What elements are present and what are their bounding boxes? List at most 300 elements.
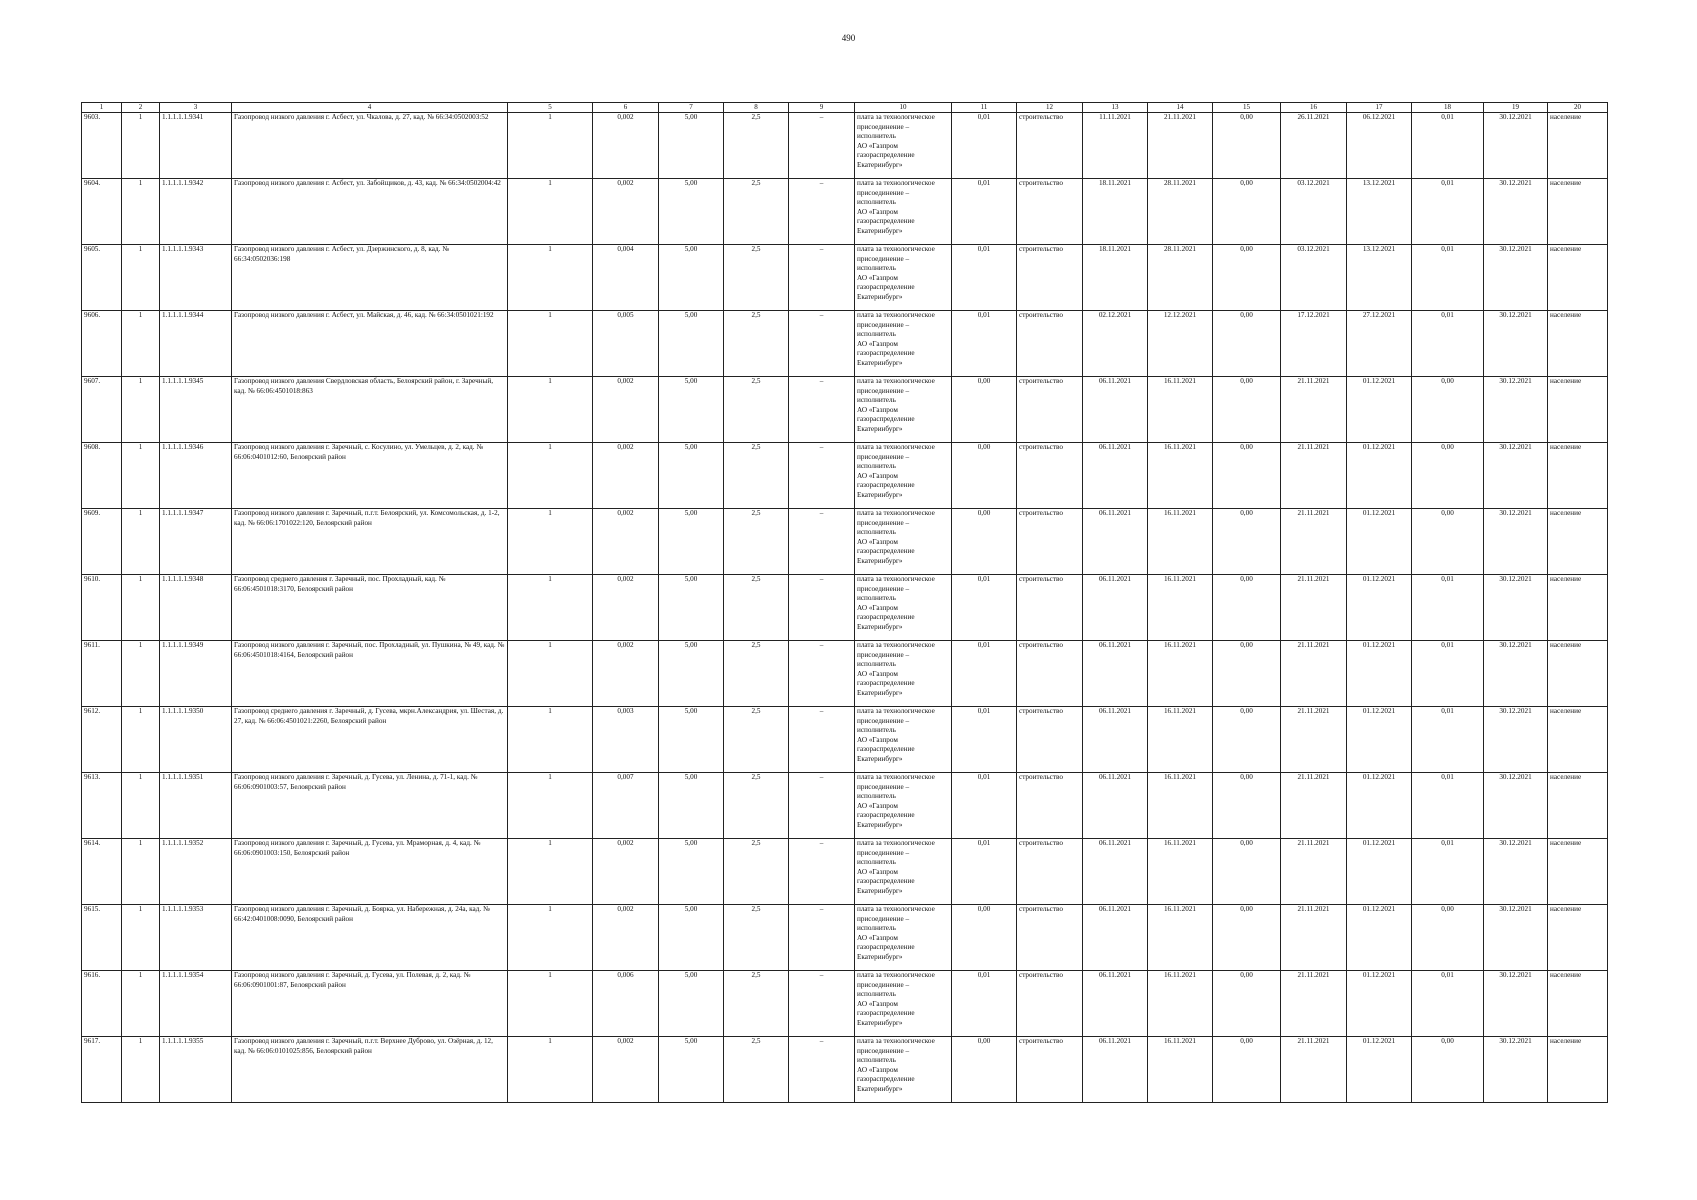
cell-col-6: 0,003 bbox=[593, 707, 659, 773]
object-code: 1.1.1.1.1.9355 bbox=[160, 1037, 232, 1103]
date-col-13: 06.11.2021 bbox=[1083, 905, 1148, 971]
date-col-14: 16.11.2021 bbox=[1148, 641, 1213, 707]
object-code: 1.1.1.1.1.9350 bbox=[160, 707, 232, 773]
cell-col-5: 1 bbox=[508, 311, 593, 377]
column-header-14: 14 bbox=[1148, 103, 1213, 113]
funding-source-line: Екатеринбург» bbox=[857, 292, 903, 301]
funding-source-line: исполнитель bbox=[857, 594, 896, 603]
consumer-category: население bbox=[1548, 839, 1608, 905]
cell-col-7: 5,00 bbox=[659, 1037, 724, 1103]
cell-col-5: 1 bbox=[508, 773, 593, 839]
date-col-19: 30.12.2021 bbox=[1484, 839, 1548, 905]
cell-col-11: 0,01 bbox=[952, 113, 1017, 179]
date-col-13: 06.11.2021 bbox=[1083, 707, 1148, 773]
funding-source-line: плата за технологическое bbox=[857, 1037, 935, 1045]
funding-source-line: плата за технологическое bbox=[857, 971, 935, 979]
funding-source-line: Екатеринбург» bbox=[857, 754, 903, 763]
column-header-2: 2 bbox=[122, 103, 160, 113]
cell-col-9: – bbox=[789, 245, 855, 311]
cell-col-11: 0,00 bbox=[952, 443, 1017, 509]
table-body bbox=[82, 113, 1608, 1103]
cell-col-2: 1 bbox=[122, 509, 160, 575]
funding-source bbox=[855, 113, 952, 179]
row-number: 9617. bbox=[82, 1037, 122, 1103]
page-number: 490 bbox=[841, 33, 856, 43]
funding-source bbox=[855, 443, 952, 509]
funding-source-line: газораспределение bbox=[857, 481, 915, 490]
date-col-13: 11.11.2021 bbox=[1083, 113, 1148, 179]
cell-col-15: 0,00 bbox=[1213, 707, 1281, 773]
funding-source-line: присоединение – bbox=[857, 452, 910, 461]
funding-source-line: Екатеринбург» bbox=[857, 886, 903, 895]
cell-col-7: 5,00 bbox=[659, 971, 724, 1037]
cell-col-2: 1 bbox=[122, 113, 160, 179]
cell-col-18: 0,01 bbox=[1412, 773, 1484, 839]
register-table bbox=[81, 102, 1608, 1103]
funding-source-line: присоединение – bbox=[857, 848, 910, 857]
funding-source-line: АО «Газпром bbox=[857, 537, 898, 546]
date-col-14: 16.11.2021 bbox=[1148, 377, 1213, 443]
funding-source-line: газораспределение bbox=[857, 943, 915, 952]
funding-source-line: газораспределение bbox=[857, 745, 915, 754]
date-col-14: 16.11.2021 bbox=[1148, 971, 1213, 1037]
object-code: 1.1.1.1.1.9345 bbox=[160, 377, 232, 443]
cell-col-9: – bbox=[789, 773, 855, 839]
work-type: строительство bbox=[1017, 641, 1083, 707]
table-row bbox=[82, 179, 1608, 245]
row-number: 9606. bbox=[82, 311, 122, 377]
cell-col-15: 0,00 bbox=[1213, 311, 1281, 377]
object-code: 1.1.1.1.1.9343 bbox=[160, 245, 232, 311]
cell-col-11: 0,00 bbox=[952, 1037, 1017, 1103]
consumer-category: население bbox=[1548, 971, 1608, 1037]
object-name: Газопровод низкого давления г. Асбест, ул. Чкалова, д. 27, кад. № 66:34:0502003:52 bbox=[232, 113, 508, 179]
work-type: строительство bbox=[1017, 443, 1083, 509]
funding-source-line: плата за технологическое bbox=[857, 905, 935, 913]
cell-col-18: 0,01 bbox=[1412, 971, 1484, 1037]
funding-source-line: АО «Газпром bbox=[857, 471, 898, 480]
funding-source-line: АО «Газпром bbox=[857, 867, 898, 876]
date-col-16: 03.12.2021 bbox=[1281, 245, 1347, 311]
funding-source-line: плата за технологическое bbox=[857, 839, 935, 847]
cell-col-6: 0,002 bbox=[593, 575, 659, 641]
date-col-16: 21.11.2021 bbox=[1281, 1037, 1347, 1103]
cell-col-18: 0,01 bbox=[1412, 311, 1484, 377]
row-number: 9605. bbox=[82, 245, 122, 311]
row-number: 9608. bbox=[82, 443, 122, 509]
cell-col-15: 0,00 bbox=[1213, 905, 1281, 971]
funding-source-line: Екатеринбург» bbox=[857, 358, 903, 367]
funding-source bbox=[855, 179, 952, 245]
date-col-16: 21.11.2021 bbox=[1281, 509, 1347, 575]
date-col-13: 06.11.2021 bbox=[1083, 971, 1148, 1037]
cell-col-8: 2,5 bbox=[724, 773, 789, 839]
cell-col-5: 1 bbox=[508, 377, 593, 443]
funding-source-line: плата за технологическое bbox=[857, 311, 935, 319]
column-header-16: 16 bbox=[1281, 103, 1347, 113]
cell-col-2: 1 bbox=[122, 839, 160, 905]
column-header-11: 11 bbox=[952, 103, 1017, 113]
funding-source-line: присоединение – bbox=[857, 782, 910, 791]
work-type: строительство bbox=[1017, 773, 1083, 839]
object-name: Газопровод низкого давления г. Заречный, д. Гусева, ул. Мраморная, д. 4, кад. № 66:06:0901003:150, Белоярский район bbox=[232, 839, 508, 905]
consumer-category: население bbox=[1548, 641, 1608, 707]
cell-col-8: 2,5 bbox=[724, 377, 789, 443]
work-type: строительство bbox=[1017, 113, 1083, 179]
cell-col-15: 0,00 bbox=[1213, 575, 1281, 641]
cell-col-7: 5,00 bbox=[659, 707, 724, 773]
date-col-14: 28.11.2021 bbox=[1148, 179, 1213, 245]
cell-col-18: 0,01 bbox=[1412, 641, 1484, 707]
column-header-19: 19 bbox=[1484, 103, 1548, 113]
cell-col-8: 2,5 bbox=[724, 971, 789, 1037]
cell-col-2: 1 bbox=[122, 245, 160, 311]
cell-col-15: 0,00 bbox=[1213, 971, 1281, 1037]
row-number: 9609. bbox=[82, 509, 122, 575]
date-col-14: 12.12.2021 bbox=[1148, 311, 1213, 377]
cell-col-15: 0,00 bbox=[1213, 641, 1281, 707]
funding-source-line: газораспределение bbox=[857, 415, 915, 424]
consumer-category: население bbox=[1548, 905, 1608, 971]
cell-col-7: 5,00 bbox=[659, 311, 724, 377]
funding-source bbox=[855, 971, 952, 1037]
consumer-category: население bbox=[1548, 377, 1608, 443]
cell-col-7: 5,00 bbox=[659, 443, 724, 509]
table-row bbox=[82, 839, 1608, 905]
column-header-15: 15 bbox=[1213, 103, 1281, 113]
funding-source-line: Екатеринбург» bbox=[857, 820, 903, 829]
table-row bbox=[82, 905, 1608, 971]
funding-source-line: АО «Газпром bbox=[857, 207, 898, 216]
date-col-13: 06.11.2021 bbox=[1083, 377, 1148, 443]
cell-col-8: 2,5 bbox=[724, 905, 789, 971]
cell-col-5: 1 bbox=[508, 245, 593, 311]
consumer-category: население bbox=[1548, 245, 1608, 311]
cell-col-11: 0,01 bbox=[952, 641, 1017, 707]
object-code: 1.1.1.1.1.9354 bbox=[160, 971, 232, 1037]
cell-col-5: 1 bbox=[508, 509, 593, 575]
funding-source-line: Екатеринбург» bbox=[857, 688, 903, 697]
work-type: строительство bbox=[1017, 509, 1083, 575]
cell-col-5: 1 bbox=[508, 1037, 593, 1103]
funding-source-line: плата за технологическое bbox=[857, 509, 935, 517]
cell-col-2: 1 bbox=[122, 773, 160, 839]
cell-col-18: 0,01 bbox=[1412, 179, 1484, 245]
cell-col-8: 2,5 bbox=[724, 113, 789, 179]
object-code: 1.1.1.1.1.9342 bbox=[160, 179, 232, 245]
column-header-12: 12 bbox=[1017, 103, 1083, 113]
consumer-category: население bbox=[1548, 311, 1608, 377]
cell-col-9: – bbox=[789, 971, 855, 1037]
work-type: строительство bbox=[1017, 839, 1083, 905]
cell-col-5: 1 bbox=[508, 839, 593, 905]
cell-col-5: 1 bbox=[508, 443, 593, 509]
date-col-17: 01.12.2021 bbox=[1347, 1037, 1412, 1103]
funding-source-line: присоединение – bbox=[857, 188, 910, 197]
funding-source-line: исполнитель bbox=[857, 1056, 896, 1065]
object-name: Газопровод низкого давления г. Заречный, п.г.т. Верхнее Дуброво, ул. Озёрная, д. 12, кад. № 66:06:0101025:856, Белоярский район bbox=[232, 1037, 508, 1103]
object-name: Газопровод низкого давления г. Заречный, пос. Прохладный, ул. Пушкина, № 49, кад. № 66:06:4501018:4164, Белоярский район bbox=[232, 641, 508, 707]
date-col-17: 01.12.2021 bbox=[1347, 443, 1412, 509]
date-col-13: 06.11.2021 bbox=[1083, 443, 1148, 509]
funding-source-line: газораспределение bbox=[857, 547, 915, 556]
object-name: Газопровод низкого давления г. Асбест, ул. Дзержинского, д. 8, кад. № 66:34:0502036:198 bbox=[232, 245, 508, 311]
funding-source-line: газораспределение bbox=[857, 613, 915, 622]
cell-col-18: 0,00 bbox=[1412, 1037, 1484, 1103]
cell-col-5: 1 bbox=[508, 113, 593, 179]
cell-col-9: – bbox=[789, 311, 855, 377]
funding-source-line: газораспределение bbox=[857, 1075, 915, 1084]
date-col-17: 06.12.2021 bbox=[1347, 113, 1412, 179]
cell-col-8: 2,5 bbox=[724, 509, 789, 575]
object-code: 1.1.1.1.1.9347 bbox=[160, 509, 232, 575]
date-col-16: 21.11.2021 bbox=[1281, 839, 1347, 905]
funding-source-line: Екатеринбург» bbox=[857, 1018, 903, 1027]
funding-source-line: АО «Газпром bbox=[857, 801, 898, 810]
date-col-19: 30.12.2021 bbox=[1484, 1037, 1548, 1103]
cell-col-7: 5,00 bbox=[659, 773, 724, 839]
date-col-14: 16.11.2021 bbox=[1148, 575, 1213, 641]
date-col-14: 16.11.2021 bbox=[1148, 839, 1213, 905]
cell-col-18: 0,00 bbox=[1412, 443, 1484, 509]
table-row bbox=[82, 1037, 1608, 1103]
cell-col-11: 0,01 bbox=[952, 575, 1017, 641]
cell-col-6: 0,007 bbox=[593, 773, 659, 839]
column-header-17: 17 bbox=[1347, 103, 1412, 113]
date-col-13: 06.11.2021 bbox=[1083, 641, 1148, 707]
date-col-14: 16.11.2021 bbox=[1148, 773, 1213, 839]
table-row bbox=[82, 971, 1608, 1037]
funding-source-line: присоединение – bbox=[857, 320, 910, 329]
funding-source bbox=[855, 509, 952, 575]
funding-source bbox=[855, 839, 952, 905]
funding-source-line: присоединение – bbox=[857, 650, 910, 659]
date-col-17: 13.12.2021 bbox=[1347, 245, 1412, 311]
funding-source-line: присоединение – bbox=[857, 518, 910, 527]
cell-col-2: 1 bbox=[122, 575, 160, 641]
row-number: 9607. bbox=[82, 377, 122, 443]
date-col-17: 01.12.2021 bbox=[1347, 575, 1412, 641]
cell-col-9: – bbox=[789, 113, 855, 179]
cell-col-9: – bbox=[789, 641, 855, 707]
cell-col-2: 1 bbox=[122, 443, 160, 509]
object-name: Газопровод низкого давления г. Заречный, п.г.т. Белоярский, ул. Комсомольская, д. 1-2, кад. № 66:06:1701022:120, Белоярский район bbox=[232, 509, 508, 575]
cell-col-11: 0,00 bbox=[952, 905, 1017, 971]
work-type: строительство bbox=[1017, 311, 1083, 377]
funding-source-line: исполнитель bbox=[857, 198, 896, 207]
funding-source-line: АО «Газпром bbox=[857, 735, 898, 744]
funding-source-line: исполнитель bbox=[857, 462, 896, 471]
object-name: Газопровод низкого давления Свердловская область, Белоярский район, г. Заречный, кад. № 66:06:4501018:863 bbox=[232, 377, 508, 443]
funding-source-line: присоединение – bbox=[857, 980, 910, 989]
cell-col-9: – bbox=[789, 443, 855, 509]
work-type: строительство bbox=[1017, 1037, 1083, 1103]
date-col-19: 30.12.2021 bbox=[1484, 707, 1548, 773]
cell-col-6: 0,006 bbox=[593, 971, 659, 1037]
work-type: строительство bbox=[1017, 575, 1083, 641]
funding-source-line: газораспределение bbox=[857, 151, 915, 160]
object-code: 1.1.1.1.1.9349 bbox=[160, 641, 232, 707]
cell-col-6: 0,002 bbox=[593, 1037, 659, 1103]
cell-col-6: 0,002 bbox=[593, 377, 659, 443]
cell-col-9: – bbox=[789, 575, 855, 641]
cell-col-7: 5,00 bbox=[659, 839, 724, 905]
row-number: 9604. bbox=[82, 179, 122, 245]
table-row bbox=[82, 443, 1608, 509]
date-col-13: 06.11.2021 bbox=[1083, 575, 1148, 641]
date-col-16: 21.11.2021 bbox=[1281, 971, 1347, 1037]
work-type: строительство bbox=[1017, 179, 1083, 245]
cell-col-8: 2,5 bbox=[724, 311, 789, 377]
funding-source-line: исполнитель bbox=[857, 264, 896, 273]
date-col-16: 17.12.2021 bbox=[1281, 311, 1347, 377]
cell-col-15: 0,00 bbox=[1213, 773, 1281, 839]
date-col-19: 30.12.2021 bbox=[1484, 311, 1548, 377]
funding-source bbox=[855, 575, 952, 641]
work-type: строительство bbox=[1017, 377, 1083, 443]
funding-source-line: АО «Газпром bbox=[857, 999, 898, 1008]
cell-col-7: 5,00 bbox=[659, 245, 724, 311]
funding-source-line: плата за технологическое bbox=[857, 773, 935, 781]
funding-source-line: Екатеринбург» bbox=[857, 226, 903, 235]
cell-col-5: 1 bbox=[508, 707, 593, 773]
date-col-14: 21.11.2021 bbox=[1148, 113, 1213, 179]
funding-source bbox=[855, 377, 952, 443]
cell-col-11: 0,01 bbox=[952, 707, 1017, 773]
date-col-19: 30.12.2021 bbox=[1484, 773, 1548, 839]
cell-col-15: 0,00 bbox=[1213, 113, 1281, 179]
cell-col-6: 0,002 bbox=[593, 443, 659, 509]
cell-col-8: 2,5 bbox=[724, 1037, 789, 1103]
funding-source bbox=[855, 245, 952, 311]
funding-source-line: исполнитель bbox=[857, 858, 896, 867]
funding-source-line: плата за технологическое bbox=[857, 641, 935, 649]
object-name: Газопровод низкого давления г. Асбест, ул. Забойщиков, д. 43, кад. № 66:34:0502004:42 bbox=[232, 179, 508, 245]
consumer-category: население bbox=[1548, 509, 1608, 575]
date-col-13: 18.11.2021 bbox=[1083, 179, 1148, 245]
row-number: 9612. bbox=[82, 707, 122, 773]
object-name: Газопровод низкого давления г. Заречный, д. Боярка, ул. Набережная, д. 24а, кад. № 66:42:0401008:0090, Белоярский район bbox=[232, 905, 508, 971]
cell-col-7: 5,00 bbox=[659, 377, 724, 443]
date-col-14: 16.11.2021 bbox=[1148, 905, 1213, 971]
funding-source-line: исполнитель bbox=[857, 660, 896, 669]
date-col-19: 30.12.2021 bbox=[1484, 443, 1548, 509]
cell-col-2: 1 bbox=[122, 641, 160, 707]
cell-col-5: 1 bbox=[508, 905, 593, 971]
date-col-17: 01.12.2021 bbox=[1347, 905, 1412, 971]
cell-col-15: 0,00 bbox=[1213, 1037, 1281, 1103]
cell-col-8: 2,5 bbox=[724, 707, 789, 773]
cell-col-15: 0,00 bbox=[1213, 245, 1281, 311]
cell-col-18: 0,01 bbox=[1412, 113, 1484, 179]
cell-col-2: 1 bbox=[122, 179, 160, 245]
funding-source-line: исполнитель bbox=[857, 726, 896, 735]
object-name: Газопровод среднего давления г. Заречный, пос. Прохладный, кад. № 66:06:4501018:3170, Белоярский район bbox=[232, 575, 508, 641]
funding-source-line: газораспределение bbox=[857, 877, 915, 886]
cell-col-18: 0,00 bbox=[1412, 905, 1484, 971]
date-col-19: 30.12.2021 bbox=[1484, 377, 1548, 443]
date-col-17: 13.12.2021 bbox=[1347, 179, 1412, 245]
cell-col-9: – bbox=[789, 1037, 855, 1103]
cell-col-2: 1 bbox=[122, 311, 160, 377]
funding-source-line: АО «Газпром bbox=[857, 141, 898, 150]
cell-col-8: 2,5 bbox=[724, 179, 789, 245]
cell-col-6: 0,004 bbox=[593, 245, 659, 311]
funding-source-line: присоединение – bbox=[857, 584, 910, 593]
date-col-14: 28.11.2021 bbox=[1148, 245, 1213, 311]
funding-source bbox=[855, 311, 952, 377]
cell-col-8: 2,5 bbox=[724, 443, 789, 509]
row-number: 9615. bbox=[82, 905, 122, 971]
consumer-category: население bbox=[1548, 1037, 1608, 1103]
consumer-category: население bbox=[1548, 773, 1608, 839]
column-header-4: 4 bbox=[232, 103, 508, 113]
funding-source-line: АО «Газпром bbox=[857, 1065, 898, 1074]
funding-source-line: АО «Газпром bbox=[857, 669, 898, 678]
date-col-19: 30.12.2021 bbox=[1484, 245, 1548, 311]
funding-source-line: плата за технологическое bbox=[857, 707, 935, 715]
row-number: 9603. bbox=[82, 113, 122, 179]
object-code: 1.1.1.1.1.9341 bbox=[160, 113, 232, 179]
cell-col-7: 5,00 bbox=[659, 509, 724, 575]
funding-source bbox=[855, 707, 952, 773]
funding-source-line: газораспределение bbox=[857, 811, 915, 820]
date-col-16: 21.11.2021 bbox=[1281, 773, 1347, 839]
cell-col-5: 1 bbox=[508, 971, 593, 1037]
date-col-16: 03.12.2021 bbox=[1281, 179, 1347, 245]
cell-col-2: 1 bbox=[122, 707, 160, 773]
cell-col-8: 2,5 bbox=[724, 245, 789, 311]
column-header-9: 9 bbox=[789, 103, 855, 113]
cell-col-6: 0,002 bbox=[593, 839, 659, 905]
cell-col-5: 1 bbox=[508, 179, 593, 245]
object-name: Газопровод низкого давления г. Заречный, д. Гусева, ул. Ленина, д. 71-1, кад. № 66:06:0901003:57, Белоярский район bbox=[232, 773, 508, 839]
cell-col-6: 0,002 bbox=[593, 641, 659, 707]
table-row bbox=[82, 773, 1608, 839]
column-header-13: 13 bbox=[1083, 103, 1148, 113]
cell-col-5: 1 bbox=[508, 641, 593, 707]
row-number: 9610. bbox=[82, 575, 122, 641]
table-row bbox=[82, 113, 1608, 179]
cell-col-15: 0,00 bbox=[1213, 377, 1281, 443]
funding-source-line: АО «Газпром bbox=[857, 405, 898, 414]
column-header-1: 1 bbox=[82, 103, 122, 113]
date-col-16: 21.11.2021 bbox=[1281, 575, 1347, 641]
funding-source-line: присоединение – bbox=[857, 122, 910, 131]
cell-col-11: 0,01 bbox=[952, 245, 1017, 311]
cell-col-9: – bbox=[789, 179, 855, 245]
funding-source-line: плата за технологическое bbox=[857, 377, 935, 385]
date-col-14: 16.11.2021 bbox=[1148, 1037, 1213, 1103]
object-name: Газопровод низкого давления г. Асбест, ул. Майская, д. 46, кад. № 66:34:0501021:192 bbox=[232, 311, 508, 377]
object-code: 1.1.1.1.1.9353 bbox=[160, 905, 232, 971]
date-col-17: 01.12.2021 bbox=[1347, 773, 1412, 839]
funding-source bbox=[855, 1037, 952, 1103]
funding-source-line: исполнитель bbox=[857, 330, 896, 339]
funding-source-line: присоединение – bbox=[857, 386, 910, 395]
cell-col-6: 0,005 bbox=[593, 311, 659, 377]
funding-source-line: плата за технологическое bbox=[857, 245, 935, 253]
date-col-14: 16.11.2021 bbox=[1148, 509, 1213, 575]
cell-col-2: 1 bbox=[122, 905, 160, 971]
object-code: 1.1.1.1.1.9344 bbox=[160, 311, 232, 377]
funding-source-line: присоединение – bbox=[857, 716, 910, 725]
funding-source-line: АО «Газпром bbox=[857, 933, 898, 942]
date-col-17: 27.12.2021 bbox=[1347, 311, 1412, 377]
cell-col-15: 0,00 bbox=[1213, 509, 1281, 575]
funding-source-line: плата за технологическое bbox=[857, 575, 935, 583]
object-name: Газопровод среднего давления г. Заречный, д. Гусева, мкрн.Александрия, ул. Шестая, д. 27, кад. № 66:06:4501021:2260, Белоярский район bbox=[232, 707, 508, 773]
